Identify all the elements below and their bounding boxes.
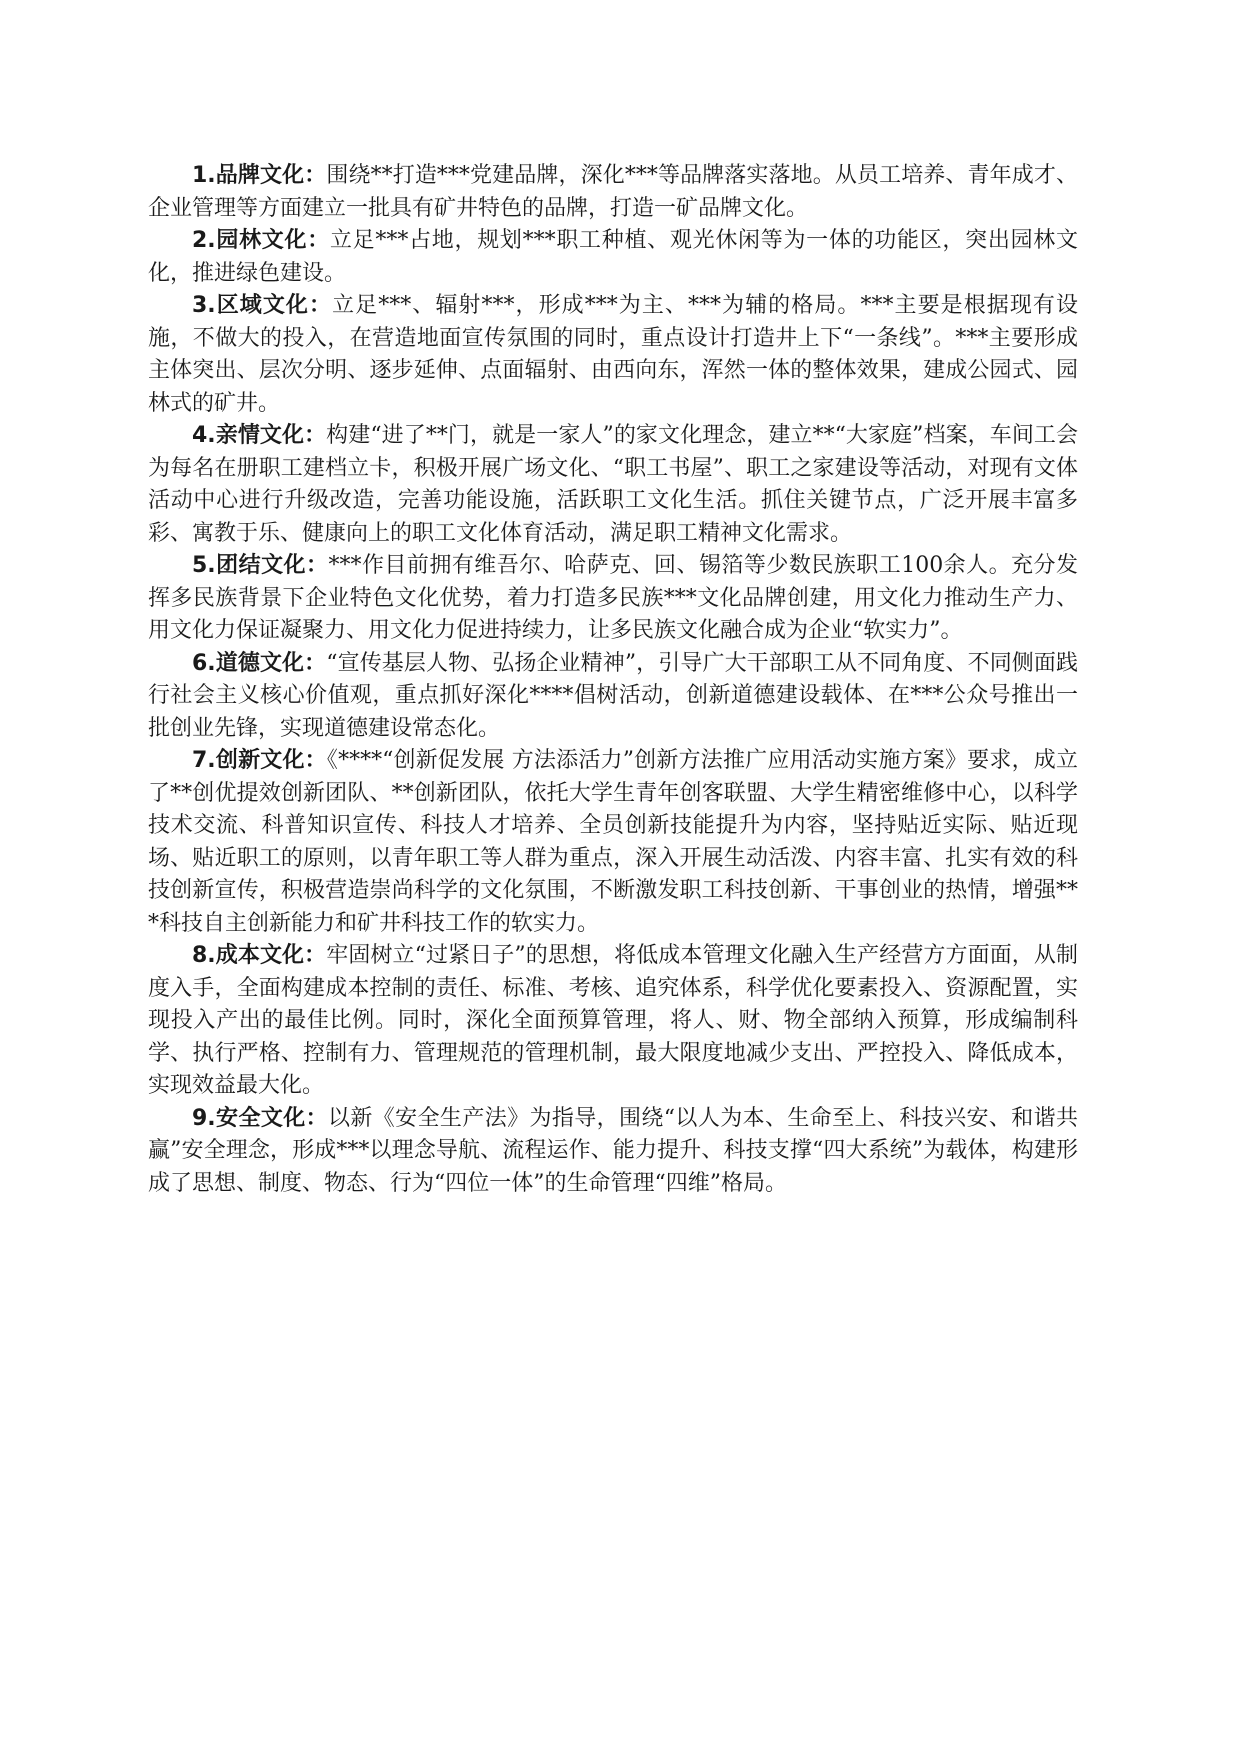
paragraph-garden-culture xyxy=(148,225,1078,290)
paragraph-innovation-culture xyxy=(148,745,1078,940)
paragraph-unity-culture xyxy=(148,550,1078,648)
paragraph-heading: 3.区域文化： xyxy=(192,293,333,318)
paragraph-brand-culture xyxy=(148,160,1078,225)
paragraph-text: 立足***占地，规划***职工种植、观光休闲等为一体的功能区，突出园林文化，推进绿色建设。 xyxy=(148,228,1078,286)
paragraph-safety-culture xyxy=(148,1103,1078,1201)
paragraph-heading: 9.安全文化： xyxy=(192,1105,328,1131)
paragraph-text: 围绕**打造***党建品牌，深化***等品牌落实落地。从员工培养、青年成才、企业管理等方面建立一批具有矿井特色的品牌，打造一矿品牌文化。 xyxy=(148,163,1078,221)
paragraph-text: 构建“进了**门，就是一家人”的家文化理念，建立**“大家庭”档案，车间工会为每名在册职工建档立卡，积极开展广场文化、“职工书屋”、职工之家建设等活动，对现有文体活动中心进行升级改造，完善功能设施，活跃职工文化生活。抓住关键节点，广泛开展丰富多彩、寓教于乐、健康向上的职工文化体育活动，满足职工精神文化需求。 xyxy=(148,423,1078,546)
paragraph-text: 立足***、辐射***，形成***为主、***为辅的格局。***主要是根据现有设施，不做大的投入，在营造地面宣传氛围的同时，重点设计打造井上下“一条线”。***主要形成主体突出、层次分明、逐步延伸、点面辐射、由西向东，浑然一体的整体效果，建成公园式、园林式的矿井。 xyxy=(148,293,1078,416)
paragraph-moral-culture xyxy=(148,648,1078,746)
paragraph-text: ***作目前拥有维吾尔、哈萨克、回、锡箔等少数民族职工100余人。充分发挥多民族背景下企业特色文化优势，着力打造多民族***文化品牌创建，用文化力推动生产力、用文化力保证凝聚力、用文化力促进持续力，让多民族文化融合成为企业“软实力”。 xyxy=(148,553,1078,643)
paragraph-heading: 8.成本文化： xyxy=(192,943,327,968)
paragraph-text: 《****“创新促发展 方法添活力”创新方法推广应用活动实施方案》要求，成立了**创优提效创新团队、**创新团队，依托大学生青年创客联盟、大学生精密维修中心，以科学技术交流、科普知识宣传、科技人才培养、全员创新技能提升为内容，坚持贴近实际、贴近现场、贴近职工的原则，以青年职工等人群为重点，深入开展生动活泼、内容丰富、扎实有效的科技创新宣传，积极营造崇尚科学的文化氛围，不断激发职工科技创新、干事创业的热情，增强***科技自主创新能力和矿井科技工作的软实力。 xyxy=(148,748,1078,936)
paragraph-regional-culture xyxy=(148,290,1078,420)
document-body xyxy=(148,160,1078,1200)
paragraph-cost-culture xyxy=(148,940,1078,1103)
paragraph-family-culture xyxy=(148,420,1078,550)
paragraph-heading: 6.道德文化： xyxy=(192,650,327,676)
paragraph-text: 以新《安全生产法》为指导，围绕“以人为本、生命至上、科技兴安、和谐共赢”安全理念，形成***以理念导航、流程运作、能力提升、科技支撑“四大系统”为载体，构建形成了思想、制度、物态、行为“四位一体”的生命管理“四维”格局。 xyxy=(148,1105,1079,1196)
paragraph-text: “宣传基层人物、弘扬企业精神”，引导广大干部职工从不同角度、不同侧面践行社会主义核心价值观，重点抓好深化****倡树活动，创新道德建设载体、在***公众号推出一批创业先锋，实现道德建设常态化。 xyxy=(148,650,1079,741)
paragraph-heading: 1.品牌文化： xyxy=(192,163,327,188)
paragraph-heading: 7.创新文化： xyxy=(192,748,327,773)
paragraph-heading: 2.园林文化： xyxy=(192,228,330,253)
paragraph-heading: 5.团结文化： xyxy=(192,553,329,578)
paragraph-text: 牢固树立“过紧日子”的思想，将低成本管理文化融入生产经营方方面面，从制度入手，全面构建成本控制的责任、标准、考核、追究体系，科学优化要素投入、资源配置，实现投入产出的最佳比例。同时，深化全面预算管理，将人、财、物全部纳入预算，形成编制科学、执行严格、控制有力、管理规范的管理机制，最大限度地减少支出、严控投入、降低成本，实现效益最大化。 xyxy=(148,943,1079,1098)
paragraph-heading: 4.亲情文化： xyxy=(192,423,327,448)
